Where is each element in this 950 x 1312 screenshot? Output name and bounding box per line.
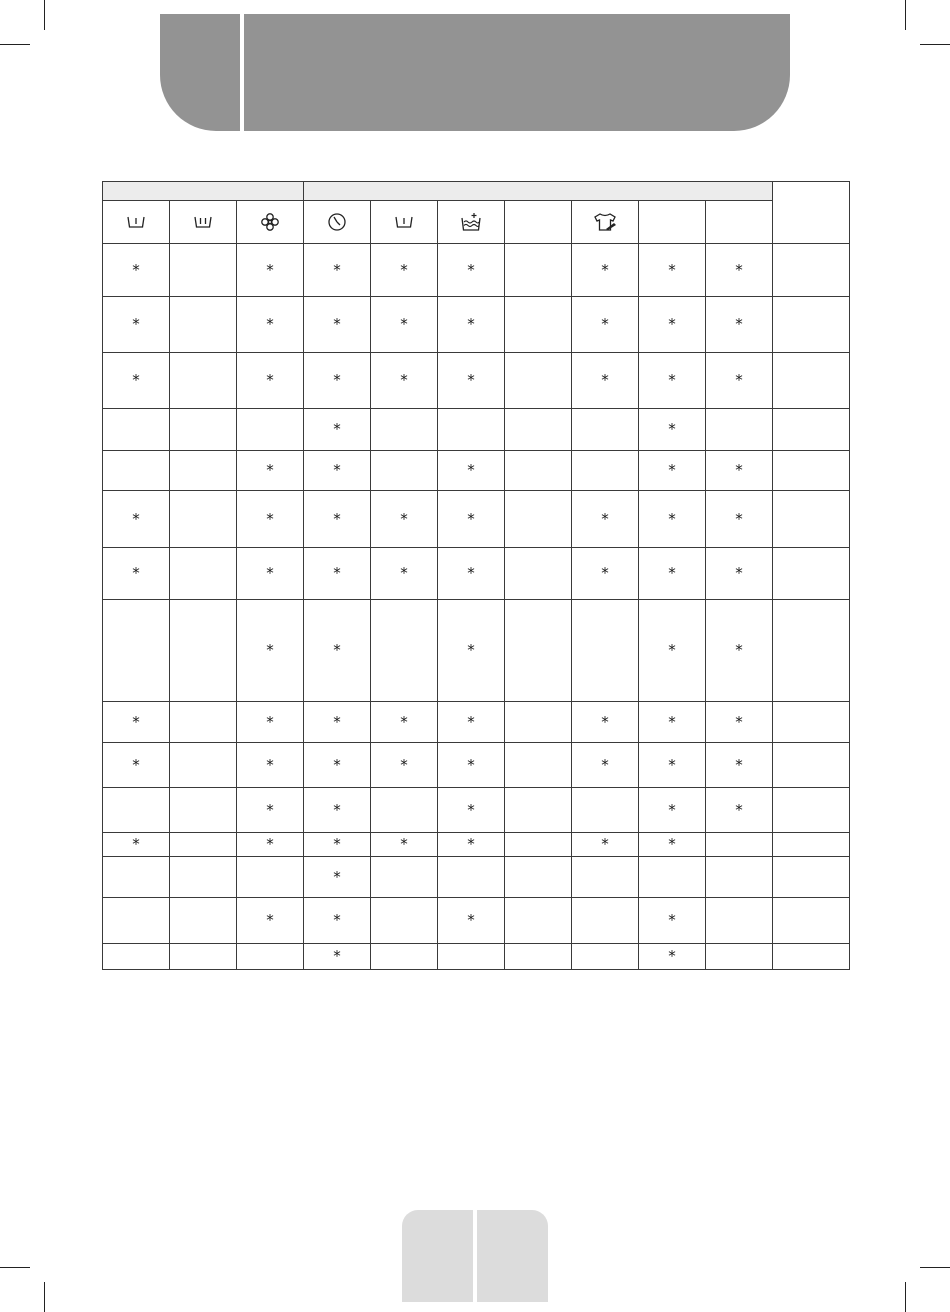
option-mark: * xyxy=(639,600,706,702)
option-mark: * xyxy=(639,702,706,743)
option-mark: * xyxy=(371,702,438,743)
option-mark: * xyxy=(304,743,371,788)
option-mark: * xyxy=(304,788,371,833)
option-mark: * xyxy=(103,702,170,743)
option-mark: * xyxy=(706,451,773,491)
option-mark: * xyxy=(572,833,639,857)
option-mark: * xyxy=(304,244,371,297)
empty-cell xyxy=(170,600,237,702)
empty-cell xyxy=(572,788,639,833)
empty-cell xyxy=(371,788,438,833)
option-mark: * xyxy=(438,548,505,600)
page-number-tab xyxy=(402,1210,548,1302)
table-row xyxy=(103,898,850,944)
option-mark: * xyxy=(438,898,505,944)
empty-cell xyxy=(170,297,237,353)
empty-cell xyxy=(572,409,639,451)
crop-mark-bottom-right-v xyxy=(905,1282,906,1312)
option-mark: * xyxy=(572,353,639,409)
empty-cell xyxy=(170,451,237,491)
option-mark: * xyxy=(706,244,773,297)
table-row xyxy=(103,244,850,297)
option-mark: * xyxy=(237,743,304,788)
table-row xyxy=(103,297,850,353)
option-mark: * xyxy=(304,297,371,353)
empty-cell xyxy=(170,353,237,409)
table-row xyxy=(103,944,850,970)
option-mark: * xyxy=(639,451,706,491)
option-mark: * xyxy=(237,702,304,743)
empty-cell xyxy=(170,788,237,833)
empty-cell xyxy=(773,833,850,857)
empty-cell xyxy=(773,743,850,788)
icon-header-row xyxy=(103,201,850,244)
table-row xyxy=(103,548,850,600)
option-mark: * xyxy=(639,788,706,833)
option-mark: * xyxy=(639,491,706,548)
option-mark: * xyxy=(438,353,505,409)
empty-cell xyxy=(706,857,773,898)
empty-cell xyxy=(572,600,639,702)
empty-cell xyxy=(371,600,438,702)
empty-cell xyxy=(505,944,572,970)
option-mark: * xyxy=(438,788,505,833)
option-mark: * xyxy=(304,409,371,451)
table-row xyxy=(103,788,850,833)
empty-cell xyxy=(505,244,572,297)
empty-cell xyxy=(237,409,304,451)
empty-cell xyxy=(237,857,304,898)
empty-cell xyxy=(773,857,850,898)
blank-header-cell xyxy=(706,201,773,244)
option-mark: * xyxy=(304,702,371,743)
option-mark: * xyxy=(438,297,505,353)
option-mark: * xyxy=(572,244,639,297)
option-mark: * xyxy=(237,788,304,833)
detergent-icon xyxy=(371,201,438,244)
extra-rinse-icon xyxy=(438,201,505,244)
option-mark: * xyxy=(706,491,773,548)
empty-cell xyxy=(505,857,572,898)
empty-cell xyxy=(170,898,237,944)
option-mark: * xyxy=(103,833,170,857)
empty-cell xyxy=(572,944,639,970)
option-mark: * xyxy=(371,548,438,600)
prewash-icon xyxy=(103,201,170,244)
empty-cell xyxy=(505,788,572,833)
empty-cell xyxy=(505,548,572,600)
empty-cell xyxy=(170,548,237,600)
crop-mark-bottom-right-h xyxy=(920,1267,950,1268)
empty-cell xyxy=(505,702,572,743)
option-mark: * xyxy=(237,833,304,857)
shirt-icon xyxy=(572,201,639,244)
option-mark: * xyxy=(438,244,505,297)
option-mark: * xyxy=(304,451,371,491)
option-mark: * xyxy=(438,600,505,702)
empty-cell xyxy=(371,944,438,970)
empty-cell xyxy=(706,409,773,451)
empty-cell xyxy=(773,898,850,944)
empty-cell xyxy=(773,788,850,833)
empty-cell xyxy=(505,743,572,788)
option-mark: * xyxy=(706,297,773,353)
option-mark: * xyxy=(639,743,706,788)
empty-cell xyxy=(371,451,438,491)
option-mark: * xyxy=(304,600,371,702)
empty-cell xyxy=(438,857,505,898)
option-mark: * xyxy=(706,702,773,743)
empty-cell xyxy=(572,898,639,944)
table-row xyxy=(103,353,850,409)
banner-divider xyxy=(240,14,244,131)
crop-mark-top-left-h xyxy=(0,44,30,45)
empty-cell xyxy=(773,244,850,297)
option-mark: * xyxy=(639,833,706,857)
empty-cell xyxy=(572,857,639,898)
table-row xyxy=(103,491,850,548)
empty-cell xyxy=(706,898,773,944)
empty-cell xyxy=(773,548,850,600)
empty-cell xyxy=(371,898,438,944)
table-row xyxy=(103,409,850,451)
crop-mark-bottom-left-v xyxy=(44,1282,45,1312)
option-mark: * xyxy=(304,491,371,548)
option-mark: * xyxy=(706,743,773,788)
option-mark: * xyxy=(304,944,371,970)
empty-cell xyxy=(639,857,706,898)
empty-cell xyxy=(773,944,850,970)
option-mark: * xyxy=(371,297,438,353)
empty-cell xyxy=(706,944,773,970)
empty-cell xyxy=(773,600,850,702)
option-mark: * xyxy=(438,702,505,743)
group-header-row xyxy=(103,182,850,201)
option-mark: * xyxy=(237,297,304,353)
empty-cell xyxy=(103,600,170,702)
option-mark: * xyxy=(304,833,371,857)
option-mark: * xyxy=(304,857,371,898)
empty-cell xyxy=(773,491,850,548)
option-mark: * xyxy=(438,833,505,857)
crop-mark-top-left-v xyxy=(44,0,45,30)
empty-cell xyxy=(103,857,170,898)
table-row xyxy=(103,833,850,857)
option-mark: * xyxy=(572,491,639,548)
option-mark: * xyxy=(639,898,706,944)
option-mark: * xyxy=(639,409,706,451)
group-header-right xyxy=(304,182,773,201)
option-mark: * xyxy=(572,297,639,353)
empty-cell xyxy=(170,491,237,548)
empty-cell xyxy=(773,297,850,353)
empty-cell xyxy=(170,857,237,898)
empty-cell xyxy=(170,244,237,297)
table-row xyxy=(103,743,850,788)
option-mark: * xyxy=(371,244,438,297)
empty-cell xyxy=(103,451,170,491)
table-row xyxy=(103,451,850,491)
header-last-column xyxy=(773,182,850,244)
empty-cell xyxy=(103,944,170,970)
option-mark: * xyxy=(371,743,438,788)
empty-cell xyxy=(170,743,237,788)
option-mark: * xyxy=(237,548,304,600)
crop-mark-bottom-left-h xyxy=(0,1267,30,1268)
option-mark: * xyxy=(371,833,438,857)
option-mark: * xyxy=(103,743,170,788)
option-mark: * xyxy=(706,548,773,600)
option-mark: * xyxy=(639,548,706,600)
empty-cell xyxy=(572,451,639,491)
option-mark: * xyxy=(237,600,304,702)
empty-cell xyxy=(773,451,850,491)
empty-cell xyxy=(505,451,572,491)
empty-cell xyxy=(103,788,170,833)
empty-cell xyxy=(103,898,170,944)
option-mark: * xyxy=(103,548,170,600)
empty-cell xyxy=(170,409,237,451)
empty-cell xyxy=(773,353,850,409)
option-mark: * xyxy=(639,353,706,409)
empty-cell xyxy=(170,833,237,857)
option-mark: * xyxy=(304,898,371,944)
empty-cell xyxy=(170,944,237,970)
crop-mark-top-right-h xyxy=(920,44,950,45)
option-mark: * xyxy=(103,297,170,353)
option-mark: * xyxy=(103,244,170,297)
option-mark: * xyxy=(237,491,304,548)
option-mark: * xyxy=(103,491,170,548)
empty-cell xyxy=(505,600,572,702)
blank-header-cell xyxy=(505,201,572,244)
option-mark: * xyxy=(237,898,304,944)
footer-tab-divider xyxy=(473,1210,477,1302)
option-mark: * xyxy=(706,353,773,409)
option-mark: * xyxy=(237,244,304,297)
option-mark: * xyxy=(371,353,438,409)
option-mark: * xyxy=(371,491,438,548)
option-mark: * xyxy=(237,353,304,409)
option-mark: * xyxy=(572,743,639,788)
empty-cell xyxy=(371,409,438,451)
table-row xyxy=(103,857,850,898)
option-mark: * xyxy=(572,548,639,600)
option-mark: * xyxy=(639,244,706,297)
option-mark: * xyxy=(639,944,706,970)
empty-cell xyxy=(438,409,505,451)
option-mark: * xyxy=(103,353,170,409)
option-mark: * xyxy=(706,600,773,702)
option-mark: * xyxy=(304,548,371,600)
empty-cell xyxy=(505,898,572,944)
empty-cell xyxy=(773,702,850,743)
option-mark: * xyxy=(304,353,371,409)
blank-header-cell xyxy=(639,201,706,244)
empty-cell xyxy=(505,409,572,451)
crop-mark-top-right-v xyxy=(905,0,906,30)
group-header-left xyxy=(103,182,304,201)
empty-cell xyxy=(505,833,572,857)
mainwash-icon xyxy=(170,201,237,244)
softener-icon xyxy=(237,201,304,244)
timer-icon xyxy=(304,201,371,244)
empty-cell xyxy=(505,491,572,548)
option-mark: * xyxy=(639,297,706,353)
option-mark: * xyxy=(438,743,505,788)
option-mark: * xyxy=(438,491,505,548)
empty-cell xyxy=(237,944,304,970)
empty-cell xyxy=(773,409,850,451)
program-options-table xyxy=(102,181,850,970)
table-row xyxy=(103,702,850,743)
empty-cell xyxy=(170,702,237,743)
empty-cell xyxy=(371,857,438,898)
empty-cell xyxy=(505,353,572,409)
option-mark: * xyxy=(706,788,773,833)
option-mark: * xyxy=(438,451,505,491)
option-mark: * xyxy=(237,451,304,491)
empty-cell xyxy=(505,297,572,353)
header-banner xyxy=(160,14,790,131)
empty-cell xyxy=(706,833,773,857)
empty-cell xyxy=(438,944,505,970)
table-row xyxy=(103,600,850,702)
empty-cell xyxy=(103,409,170,451)
option-mark: * xyxy=(572,702,639,743)
